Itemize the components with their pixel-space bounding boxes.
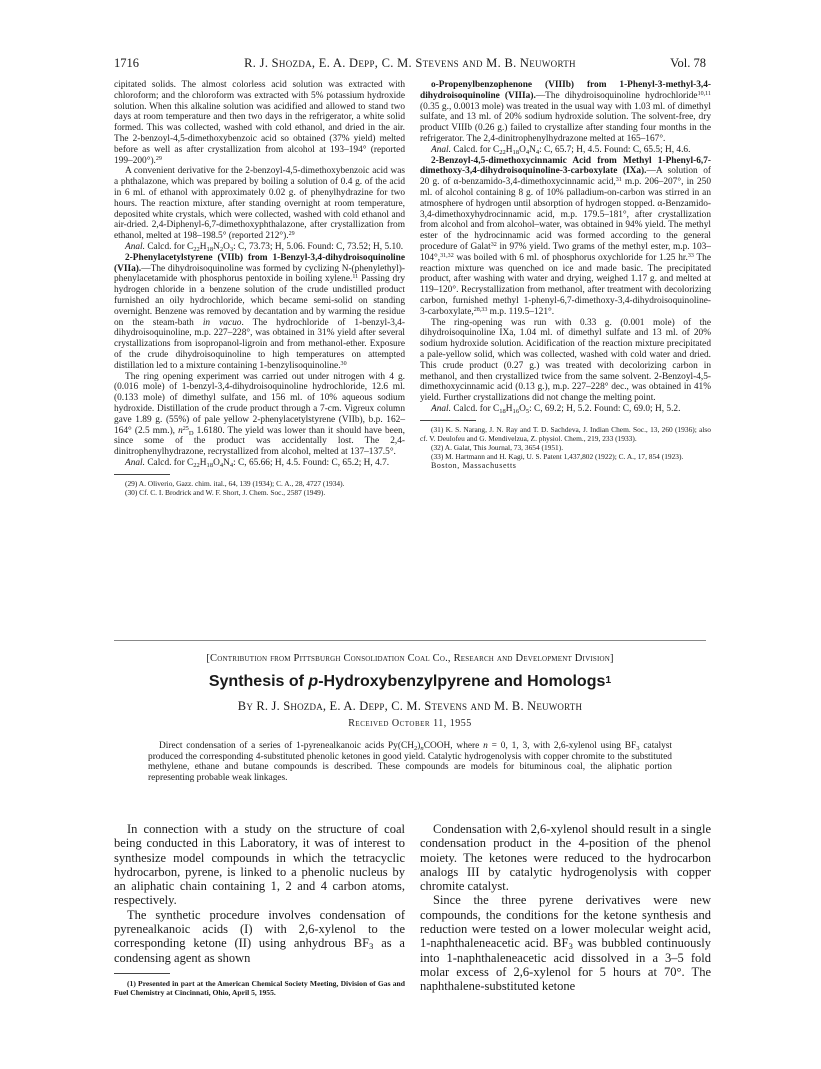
- text: O: [213, 457, 220, 468]
- text: N: [213, 241, 220, 252]
- reference-mark: 32: [490, 241, 497, 248]
- reference-mark: 28,33: [473, 306, 488, 313]
- subscript: 16: [512, 407, 520, 415]
- paragraph: [114, 80, 405, 166]
- subscript: 22: [193, 245, 200, 253]
- section-heading: 2-Benzoyl-4,5-dimethoxycinnamic Acid from Methyl 1-Phenyl-6,7-dimethoxy-3,4-dihydroisoquinoline-3-carboxylate (IXa).: [420, 155, 711, 177]
- subscript: 3: [369, 941, 374, 952]
- paragraph-text: 1.6180. The yield was lower than it should have been, since some of the product was accidentally lost. The 2,4-dinitrophenylhydrazone, recrystallized from alcohol, melted at 137–137.5°.: [114, 425, 405, 458]
- text: H: [505, 144, 513, 155]
- reference-mark: 30: [340, 360, 347, 367]
- text: : C, 65.7; H, 4.5. Found: C, 65.5; H, 4.6.: [539, 144, 691, 155]
- reference-mark: 1: [605, 675, 612, 686]
- reference-mark: 31,32: [440, 252, 454, 259]
- paragraph-text: in 97% yield. Two grams of the methyl ester, m.p. 103–104°,: [420, 241, 711, 263]
- paragraph-text: cipitated solids. The almost colorless acid solution was extracted with chloroform; and the chloroform was extracted with 5% potassium hydroxide solution. When this alkaline solution was acidified and allowed to stand two days at room temperature and then two days in the refrigerator, a white solid formed. This was collected, washed with cold ethanol, and dried in the air. The 2-benzoyl-4,5-dimethoxybenzoic acid so obtained (37% yield) melted before as well as after crystallization from alcohol at 193–194° (reported 199–200°).: [114, 80, 405, 166]
- section-paragraph: [114, 253, 405, 372]
- subscript: 18: [206, 245, 214, 253]
- subscript: 3: [636, 745, 640, 752]
- left-column: [114, 80, 405, 497]
- section-paragraph: [420, 80, 711, 145]
- body-right-column: [420, 822, 711, 994]
- analysis-line: [114, 458, 405, 469]
- paragraph-text: was boiled with 6 ml. of phosphorus oxychloride for 1.25 hr.: [453, 252, 688, 263]
- abstract-text: COOH, where: [423, 741, 484, 751]
- paragraph-text: Since the three pyrene derivatives were new compounds, the conditions for the ketone synthesis and reduction were tested on a lower molecular weight acid, 1-naphthaleneacetic acid. BF: [420, 893, 711, 951]
- text: O: [223, 241, 230, 252]
- subscript: 5: [525, 407, 530, 415]
- abstract-text: = 0, 1, 3, with 2,6-xylenol using BF: [487, 741, 637, 751]
- subscript: 2: [413, 745, 418, 752]
- paragraph: [114, 908, 405, 965]
- footnote: (1) Presented in part at the American Chemical Society Meeting, Division of Gas and Fuel Chemistry at Cincinnati, Ohio, April 5, 1955.: [114, 978, 405, 998]
- section-paragraph: [420, 156, 711, 318]
- abstract: [148, 741, 672, 783]
- paragraph: [114, 166, 405, 242]
- subscript: 4: [229, 461, 234, 469]
- subscript: 22: [499, 148, 506, 156]
- italic-text: in vacuo: [202, 317, 242, 328]
- footnote: (30) Cf. C. I. Brodrick and W. F. Short, J. Chem. Soc., 2587 (1949).: [125, 487, 326, 497]
- subscript: 3: [568, 941, 573, 952]
- anal-label: Anal.: [125, 457, 145, 468]
- subscript: 18: [206, 461, 214, 469]
- article-separator: [114, 640, 706, 641]
- abstract-text: catalyst produced the corresponding 4-substituted phenolic ketones in good yield. Catalytic hydrogenolysis with copper chromite to the substituted methylene, ethane and butane compounds is described. These compounds are models for bituminous coal, the aliphatic portion representing probable weak linkages.: [148, 741, 673, 783]
- paragraph-text: was bubbled continuously into 1-naphthaleneacetic acid dissolved in a 3–5 fold molar excess of 2,6-xylenol for 5 hours at 70°. The naphthalene-substituted ketone: [420, 936, 711, 994]
- text: : C, 69.2; H, 5.2. Found: C, 69.0; H, 5.2.: [529, 403, 681, 414]
- reference-mark: 29: [155, 155, 162, 162]
- reference-mark: 10,11: [697, 90, 711, 97]
- analysis-line: [420, 145, 711, 156]
- section-heading: o-Propenylbenzophenone (VIIIb) from 1-Phenyl-3-methyl-3,4-dihydroisoquinoline (VIIIa).: [420, 80, 711, 101]
- text: : C, 73.73; H, 5.06. Found: C, 73.52; H, 5.10.: [233, 241, 404, 252]
- title-italic: p: [308, 673, 319, 690]
- analysis-line: [114, 242, 405, 253]
- footnote: (31) K. S. Narang, J. N. Ray and T. D. Sachdeva, J. Indian Chem. Soc., 13, 260 (1936); also cf. V. Deulofeu and G. Mendivelzua, Z. physiol. Chem., 219, 233 (1933).: [420, 424, 711, 443]
- paragraph: [420, 893, 711, 993]
- paragraph: [114, 372, 405, 458]
- text: H: [199, 241, 207, 252]
- paragraph: In connection with a study on the structure of coal being conducted in this Laboratory, it was of interest to synthesize model compounds in which the tetracyclic hydrocarbon, pyrene, is linked to a phenolic nucleus by an aliphatic chain containing 1, 2 and 4 carbon atoms, respectively.: [114, 822, 405, 908]
- superscript: 25: [182, 425, 189, 432]
- right-column: [420, 80, 711, 472]
- text: H: [199, 457, 207, 468]
- footnote-rule: [114, 474, 170, 475]
- page-number: 1716: [114, 56, 139, 70]
- text: Calcd. for C: [453, 403, 500, 414]
- italic-text: n: [483, 741, 488, 751]
- paragraph-text: The reaction mixture was quenched on ice and made basic. The precipitated product, after washing with water and drying, weighed 1.17 g. and melted at 119–120°. Recrystallization from methanol, after treatment with decolorizing carbon, furnished methyl 1-phenyl-6,7-dimethoxy-3,4-dihydroisoquinoline-3-carboxylate,: [420, 252, 711, 317]
- subscript: 18: [512, 148, 520, 156]
- subscript-italic: n: [420, 745, 424, 752]
- reference-mark: 31: [615, 177, 622, 184]
- paragraph-text: The synthetic procedure involves condensation of pyrenealkanoic acids (I) with 2,6-xylenol to the corresponding ketone (II) using anhydrous BF: [114, 907, 405, 951]
- reference-mark: 33: [687, 252, 694, 259]
- footnote: (33) M. Hartmann and H. Kagi, U. S. Patent 1,437,802 (1922); C. A., 17, 854 (1923).: [431, 451, 684, 461]
- subscript: 18: [499, 407, 506, 415]
- text: : C, 65.66; H, 4.5. Found: C, 65.2; H, 4.7.: [233, 457, 390, 468]
- abstract-text: ): [417, 741, 421, 751]
- anal-label: Anal.: [125, 241, 145, 252]
- running-head-authors: R. J. Shozda, E. A. Depp, C. M. Stevens and M. B. Neuworth: [244, 56, 576, 70]
- reference-mark: 11: [352, 274, 359, 281]
- paragraph-text: as a condensing agent as shown: [114, 936, 405, 965]
- article-title: [114, 673, 706, 691]
- anal-label: Anal.: [431, 144, 451, 155]
- subscript: 4: [535, 148, 540, 156]
- paragraph-text: The ring opening experiment was carried out under nitrogen with 4 g. (0.016 mole) of 1-benzyl-3,4-dihydroisoquinoline hydrochloride, 12.6 ml. (0.133 mole) of dimethyl sulfate, and 156 ml. of 10% aqueous sodium hydroxide. Distillation of the crude product through a 7-cm. Vigreux column gave 1.89 g. (55%) of pale yellow 2-phenylacetylstyrene (VIIb), b.p. 162–164° (2.5 mm.),: [114, 371, 405, 436]
- paragraph-text: A convenient derivative for the 2-benzoyl-4,5-dimethoxybenzoic acid was a phthalazone, which was prepared by boiling a solution of 0.4 g. of the acid in 6 ml. of ethanol with approximately 0.02 g. of phenylhydrazine for two hours. The reaction mixture, after standing overnight at room temperature, deposited white crystals, which were collected, washed with cold ethanol and air-dried. 2,4-Diphenyl-6,7-dimethoxyphthalazone, after crystallization from ethanol, melted at 198–198.5° (reported 212°).: [114, 166, 405, 242]
- subscript: 2: [219, 245, 224, 253]
- text: N: [223, 457, 230, 468]
- footnote-rule: [114, 973, 170, 974]
- analysis-line: [420, 404, 711, 415]
- paragraph-text: —The dihydroisoquinoline was formed by cyclizing N-(phenylethyl)-phenylacetamide with phosphorus pentoxide in boiling xylene.: [114, 263, 405, 285]
- footnote: (32) A. Galat, This Journal, 73, 3654 (1951).: [431, 442, 564, 452]
- paragraph-text: (0.35 g., 0.0013 mole) was treated in the usual way with 1.03 ml. of dimethyl sulfate, and 13 ml. of 20% sodium hydroxide solution. The solvent-free, dry product VIIIb (0.26 g.) failed to crystallize after standing four months in the refrigerator. The 2,4-dinitrophenylhydrazone melted at 165–167°.: [420, 101, 711, 144]
- text: O: [519, 144, 526, 155]
- paragraph-text: m.p. 119.5–121°.: [487, 306, 555, 317]
- footnote: (29) A. Oliverio, Gazz. chim. ital., 64, 139 (1934); C. A., 28, 4727 (1934).: [125, 478, 345, 488]
- received-date: Received October 11, 1955: [348, 718, 472, 729]
- text: Calcd. for C: [453, 144, 500, 155]
- contribution-line: [Contribution from Pittsburgh Consolidation Coal Co., Research and Development Division]: [206, 653, 614, 664]
- text: H: [505, 403, 513, 414]
- paragraph-text: Passing dry hydrogen chloride in a benzene solution of the crude undistilled product furnished an oily hydrochloride, which became semi-solid on standing overnight. Benzene was removed by decantation and by warming the residue on the steam-bath: [114, 274, 405, 328]
- article-byline: By R. J. Shozda, E. A. Depp, C. M. Stevens and M. B. Neuworth: [237, 699, 583, 713]
- location-line: Boston, Massachusetts: [431, 460, 517, 470]
- footnote-rule: [420, 420, 476, 421]
- subscript: 4: [219, 461, 224, 469]
- volume-label: Vol. 78: [670, 56, 706, 70]
- text: Calcd. for C: [147, 457, 194, 468]
- text: N: [529, 144, 536, 155]
- paragraph-text: . The hydrochloride of 1-benzyl-3,4-dihydroisoquinoline, m.p. 227–228°, was obtained in 31% yield after several crystallizations from isopropanol-ligroin and from methanol-ether. Exposure of the crude dihydroisoquinoline to high temperatures on attempted distillation led to a mixture containing 1-benzylisoquinoline.: [114, 317, 406, 371]
- anal-label: Anal.: [431, 403, 451, 414]
- text: Calcd. for C: [147, 241, 194, 252]
- paragraph: The ring-opening was run with 0.33 g. (0.001 mole) of the dihydroisoquinoline IXa, 1.04 ml. of dimethyl sulfate and 13 ml. of 20% sodium hydroxide solution. Acidification of the reaction mixture precipitated a pale-yellow solid, which was collected, washed with cold water and dried. This crude product (0.27 g.) was treated with decolorizing carbon in methanol, and then crystallized twice from the same solvent. 2-Benzoyl-4,5-dimethoxycinnamic acid (0.13 g.), m.p. 227–228° dec., was obtained in 41% yield. Further crystallizations did not change the melting point.: [420, 317, 711, 404]
- subscript: 22: [193, 461, 200, 469]
- title-text: -Hydroxybenzylpyrene and Homologs: [318, 673, 606, 690]
- italic-text: n: [178, 425, 183, 436]
- subscript: 4: [525, 148, 530, 156]
- reference-mark: 29: [288, 231, 295, 238]
- paragraph-text: —A solution of 20 g. of α-benzamido-3,4-dimethoxycinnamic acid,: [420, 166, 711, 188]
- section-heading: 2-Phenylacetylstyrene (VIIb) from 1-Benzyl-3,4-dihydroisoquinoline (VIIa).: [114, 252, 405, 274]
- title-text: Synthesis of: [208, 673, 309, 690]
- text: O: [519, 403, 526, 414]
- abstract-text: Direct condensation of a series of 1-pyrenealkanoic acids Py(CH: [159, 741, 414, 751]
- paragraph-text: m.p. 206–207°, in 250 ml. of alcohol containing 8 g. of 10% palladium-on-carbon was stirred in an atmosphere of hydrogen until absorption of hydrogen stopped. α-Benzamido-3,4-dimethoxyhydrocinnamic acid, m.p. 179.5–181°, after crystallization from alcohol and from alcohol–water, was obtained in 94% yield. The methyl ester of the hydrocinnamic acid was formed according to the general procedure of Galat: [420, 177, 711, 252]
- subscript: 3: [229, 245, 234, 253]
- running-head: [114, 56, 706, 74]
- paragraph-text: —The dihydroisoquinoline hydrochloride: [535, 90, 698, 101]
- paragraph: Condensation with 2,6-xylenol should result in a single condensation product in the 4-position of the phenol moiety. The ketones were reduced to the hydrocarbon analogs III by catalytic hydrogenolysis with copper chromite catalyst.: [420, 822, 711, 894]
- body-left-column: [114, 822, 405, 998]
- subscript: D: [188, 429, 194, 437]
